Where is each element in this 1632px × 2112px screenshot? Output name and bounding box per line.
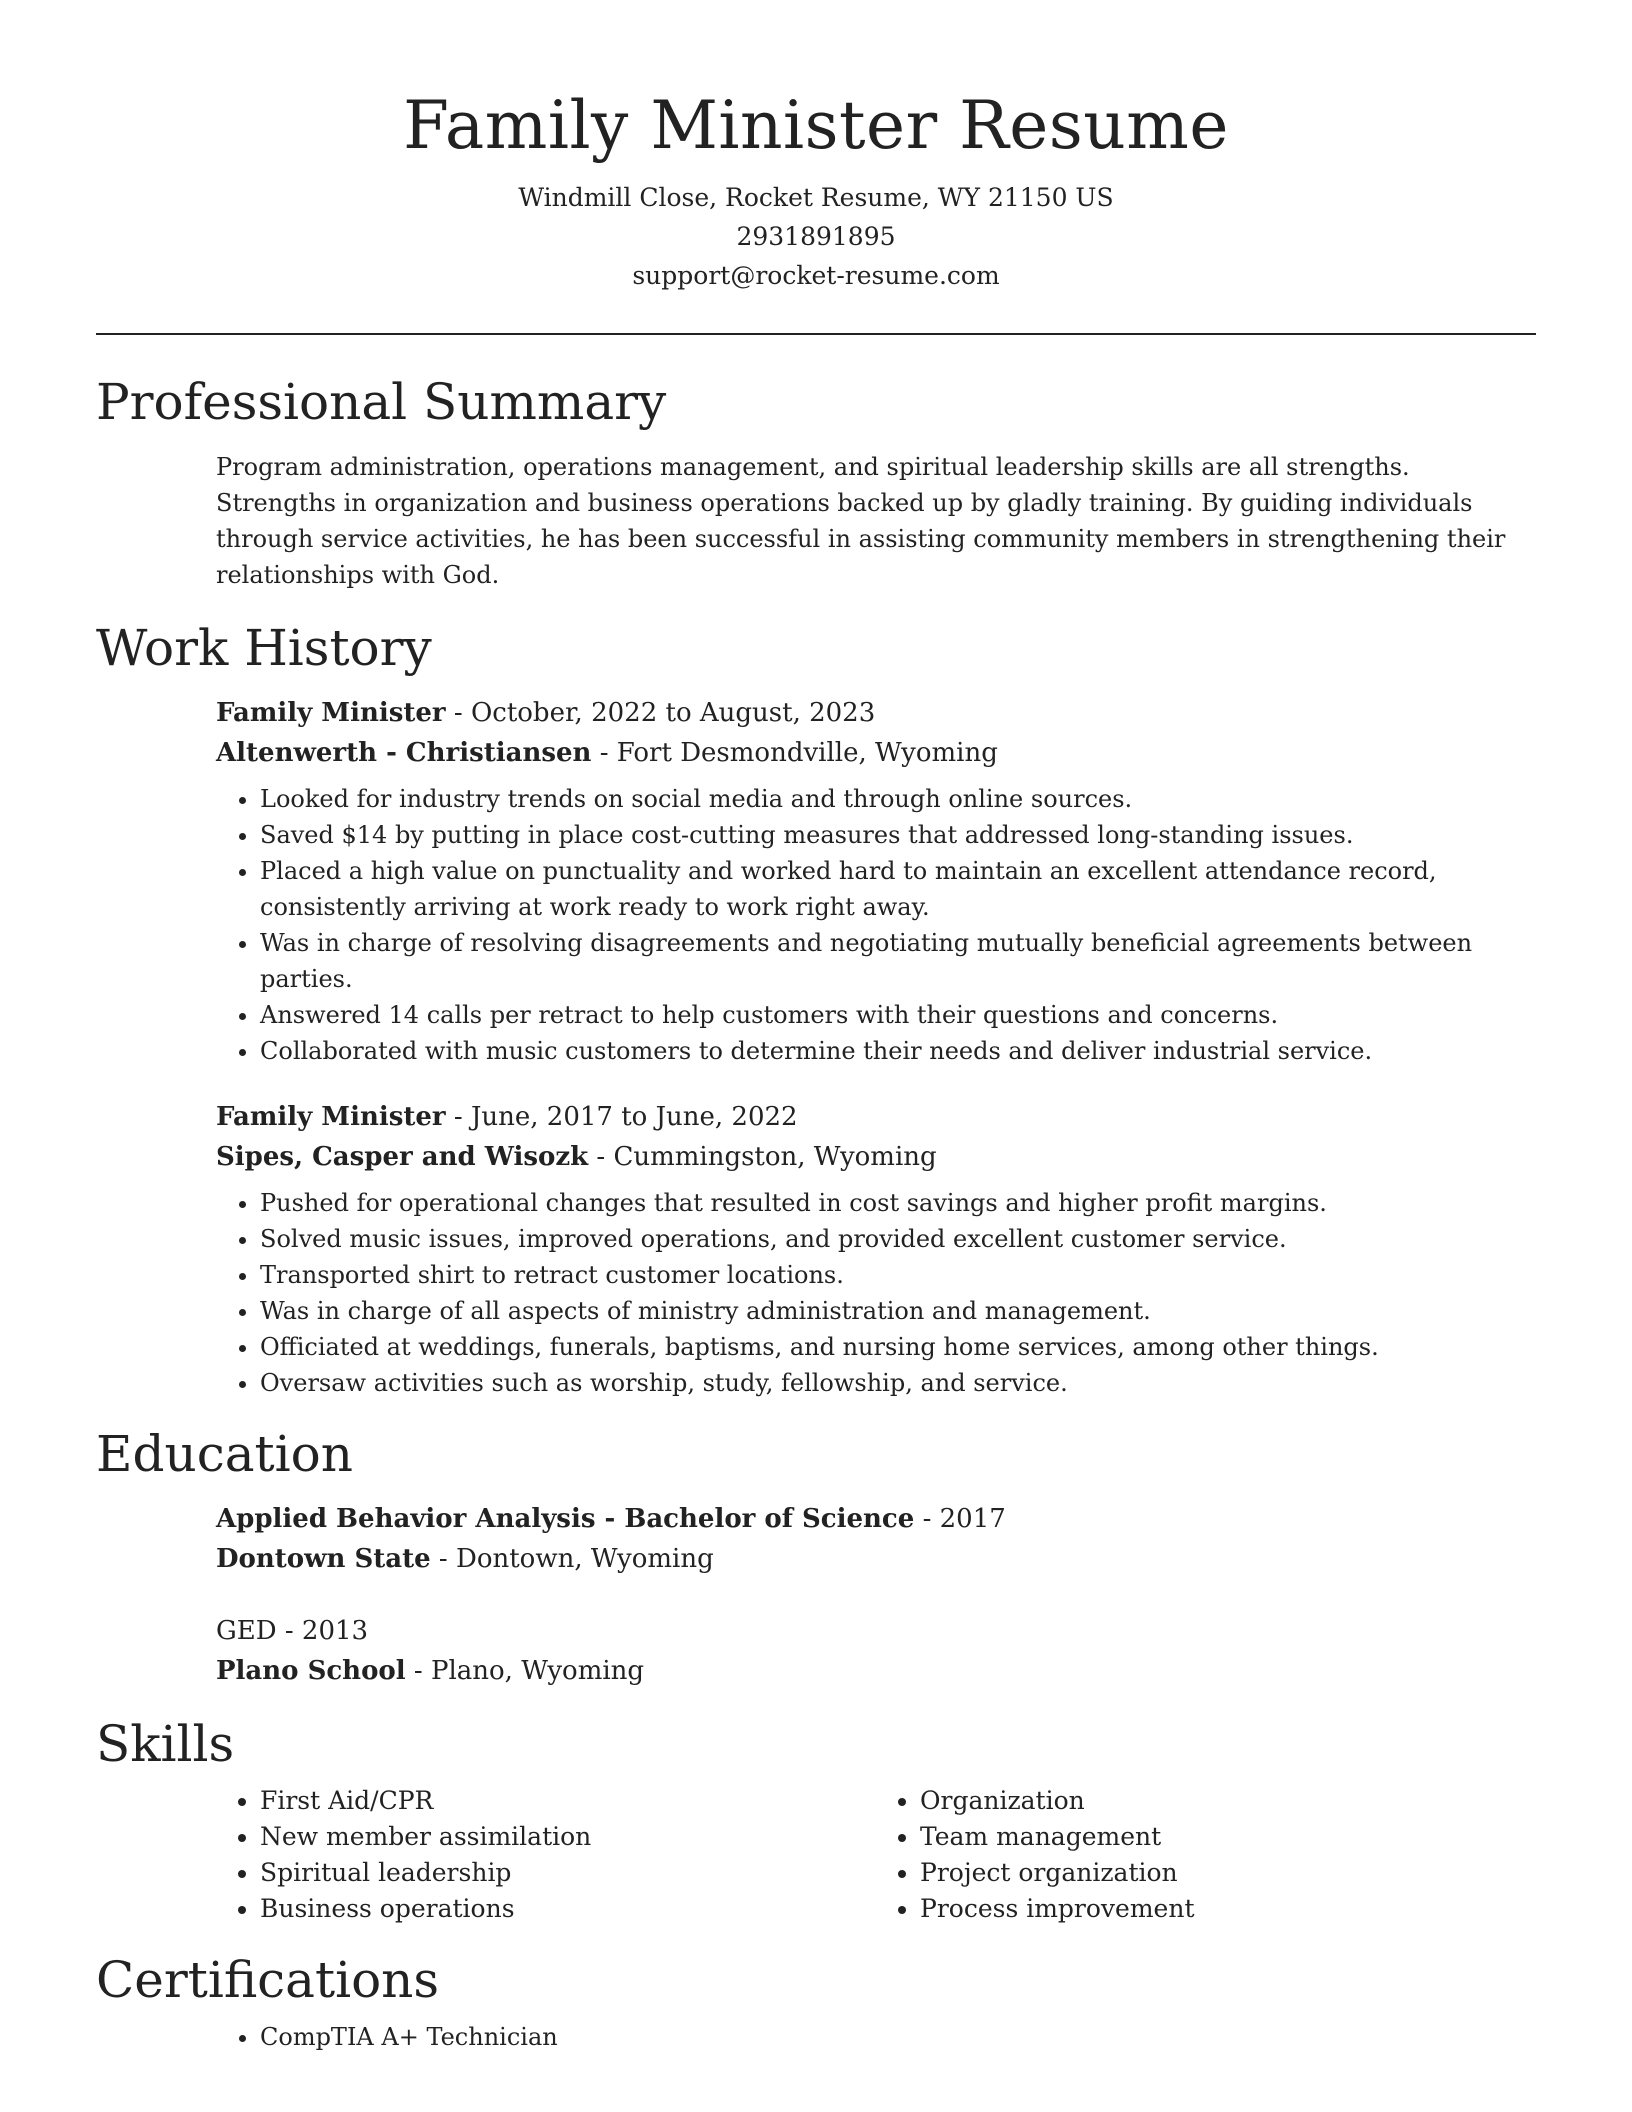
education-heading: Education [96, 1425, 353, 1483]
list-item: • Pushed for operational changes that resulted in cost savings and higher profit margins. [260, 1185, 1536, 1221]
education-location: - Dontown, Wyoming [430, 1544, 714, 1574]
education-entry [216, 1499, 1536, 1579]
skill-item: • Spiritual leadership [260, 1855, 876, 1891]
skill-item: • First Aid/CPR [260, 1783, 876, 1819]
list-item: • Solved music issues, improved operations, and provided excellent customer service. [260, 1221, 1536, 1257]
education-year: - 2017 [914, 1504, 1006, 1534]
certification-item: • CompTIA A+ Technician [260, 2019, 1536, 2055]
education-location: - Plano, Wyoming [405, 1656, 645, 1686]
work-history-heading: Work History [96, 619, 432, 677]
job-bullets [216, 1185, 1536, 1401]
education-field: GED [216, 1616, 277, 1646]
address: Windmill Close, Rocket Resume, WY 21150 US [518, 183, 1114, 212]
skills-list-left [216, 1783, 876, 1927]
skills-heading: Skills [96, 1715, 235, 1773]
job-entry [216, 1097, 1536, 1401]
job-role: Family Minister [216, 1102, 446, 1132]
education-school: Dontown State [216, 1544, 431, 1574]
skill-item: • Project organization [920, 1855, 1536, 1891]
certifications-heading: Certifications [96, 1951, 440, 2009]
list-item: • Saved $14 by putting in place cost-cutting measures that addressed long-standing issues. [260, 817, 1536, 853]
education-degree-line [216, 1499, 1536, 1539]
education-school: Plano School [216, 1656, 406, 1686]
resume-title: Family Minister Resume [403, 87, 1229, 164]
skills-columns [216, 1775, 1536, 1927]
contact-info [96, 178, 1536, 295]
job-location: - Fort Desmondville, Wyoming [591, 738, 998, 768]
job-dates: - June, 2017 to June, 2022 [445, 1102, 798, 1132]
list-item: • Was in charge of all aspects of ministry administration and management. [260, 1293, 1536, 1329]
job-entry [216, 693, 1536, 1069]
job-company: Altenwerth - Christiansen [216, 738, 592, 768]
job-dates: - October, 2022 to August, 2023 [445, 698, 876, 728]
education-school-line [216, 1651, 1536, 1691]
skill-item: • New member assimilation [260, 1819, 876, 1855]
certifications-list [216, 2019, 1536, 2055]
job-role: Family Minister [216, 698, 446, 728]
skill-item: • Organization [920, 1783, 1536, 1819]
skills-list-right [876, 1783, 1536, 1927]
list-item: • Officiated at weddings, funerals, baptisms, and nursing home services, among other things. [260, 1329, 1536, 1365]
header-divider [96, 333, 1536, 335]
skill-item: • Team management [920, 1819, 1536, 1855]
list-item: • Looked for industry trends on social media and through online sources. [260, 781, 1536, 817]
skill-item: • Process improvement [920, 1891, 1536, 1927]
education-entry [216, 1611, 1536, 1691]
summary-heading: Professional Summary [96, 373, 667, 431]
list-item: • Placed a high value on punctuality and worked hard to maintain an excellent attendance record, consistently arriving at work ready to work right away. [260, 853, 1536, 925]
list-item: • Collaborated with music customers to determine their needs and deliver industrial service. [260, 1033, 1536, 1069]
job-title-line [216, 693, 1536, 733]
list-item: • Answered 14 calls per retract to help customers with their questions and concerns. [260, 997, 1536, 1033]
job-company: Sipes, Casper and Wisozk [216, 1142, 589, 1172]
list-item: • Transported shirt to retract customer locations. [260, 1257, 1536, 1293]
job-company-line [216, 733, 1536, 773]
job-title-line [216, 1097, 1536, 1137]
summary-text: Program administration, operations management, and spiritual leadership skills are all strengths. Strengths in organization and business operations backed up by gladly training. By guiding individuals through service activities, he has been successful in assisting community members in strengthening their relationships with God. [216, 453, 1506, 589]
education-school-line [216, 1539, 1536, 1579]
email: support@rocket-resume.com [632, 261, 1000, 290]
education-year: - 2013 [276, 1616, 369, 1646]
education-degree-line [216, 1611, 1536, 1651]
resume-page [96, 0, 1536, 2055]
skill-item: • Business operations [260, 1891, 876, 1927]
certifications-block [216, 2019, 1536, 2055]
job-bullets [216, 781, 1536, 1069]
job-location: - Cummingston, Wyoming [588, 1142, 937, 1172]
education-field: Applied Behavior Analysis - Bachelor of Science [216, 1504, 915, 1534]
phone: 2931891895 [736, 222, 896, 251]
list-item: • Was in charge of resolving disagreements and negotiating mutually beneficial agreements between parties. [260, 925, 1536, 997]
list-item: • Oversaw activities such as worship, study, fellowship, and service. [260, 1365, 1536, 1401]
job-company-line [216, 1137, 1536, 1177]
